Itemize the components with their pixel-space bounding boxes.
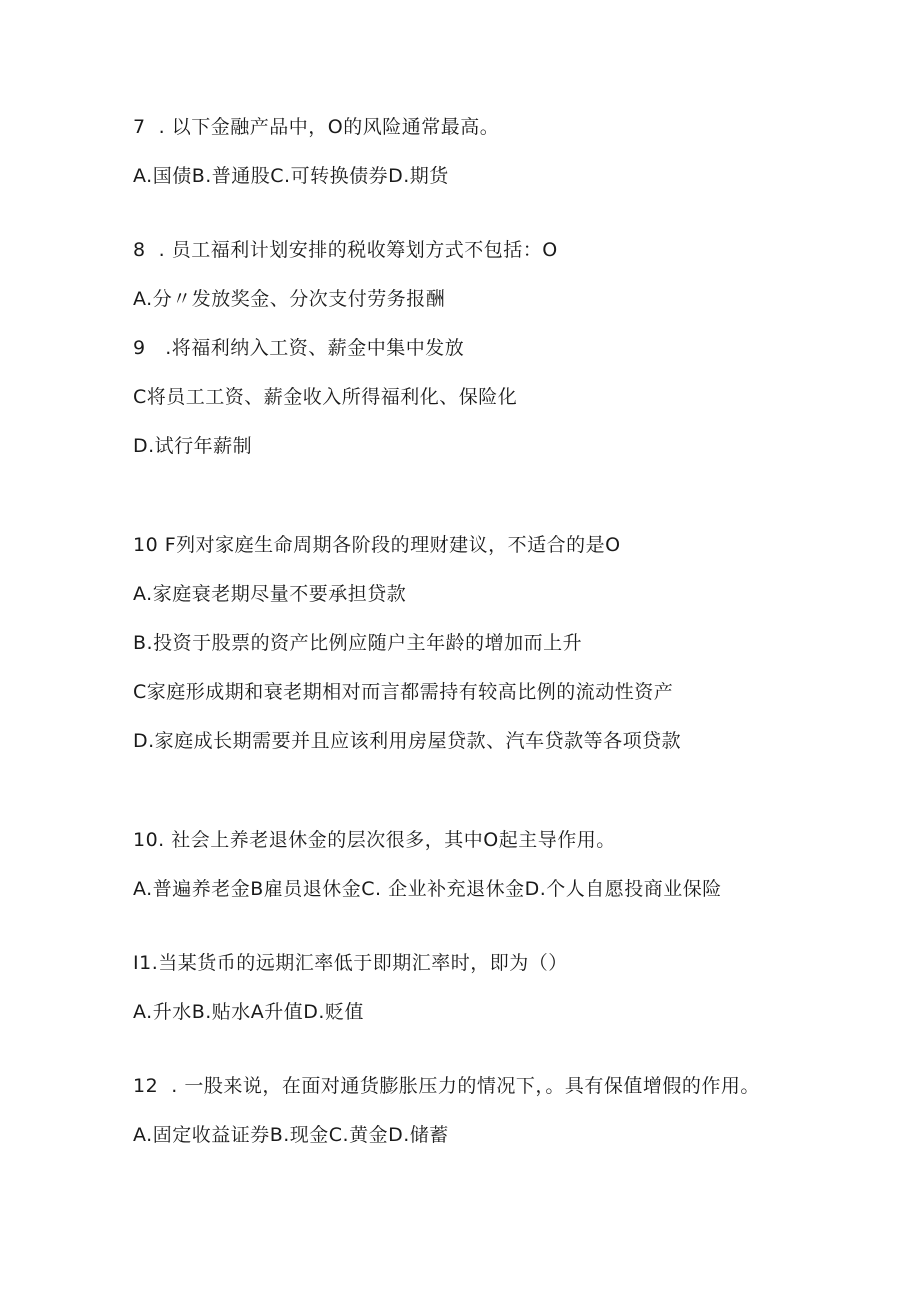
question-10a-option-d: D.家庭成长期需要并且应该利用房屋贷款、汽车贷款等各项贷款 [133,730,682,752]
question-10a-option-a: A.家庭衰老期尽量不要承担贷款 [133,583,407,605]
question-8: 8 . 员工福利计划安排的税收筹划方式不包括：O [133,239,558,261]
question-7: 7 . 以下金融产品中，O的风险通常最高。 [133,116,500,138]
question-8-option-d: D.试行年薪制 [133,435,253,457]
question-12-options: A.固定收益证券B.现金C.黄金D.储蓄 [133,1124,449,1146]
question-10b: 10. 社会上养老退休金的层次很多，其中O起主导作用。 [133,829,616,851]
question-11-options: A.升水B.贴水A升值D.贬值 [133,1001,364,1023]
question-8-option-c: C将员工工资、薪金收入所得福利化、保险化 [133,386,518,408]
question-8-option-a: A.分〃发放奖金、分次支付劳务报酬 [133,288,446,310]
question-8-option-b: 9 .将福利纳入工资、薪金中集中发放 [133,337,465,359]
question-11: I1.当某货币的远期汇率低于即期汇率时，即为（） [133,952,568,974]
question-7-options: A.国债B.普通股C.可转换债券D.期货 [133,165,449,187]
question-10a-option-b: B.投资于股票的资产比例应随户主年龄的增加而上升 [133,632,583,654]
question-10b-options: A.普遍养老金B雇员退休金C. 企业补充退休金D.个人自愿投商业保险 [133,878,722,900]
question-10a: 10 F列对家庭生命周期各阶段的理财建议，不适合的是O [133,534,621,556]
question-12: 12 . 一股来说，在面对通货膨胀压力的情况下，。具有保值增假的作用。 [133,1075,760,1097]
question-10a-option-c: C家庭形成期和衰老期相对而言都需持有较高比例的流动性资产 [133,681,674,703]
